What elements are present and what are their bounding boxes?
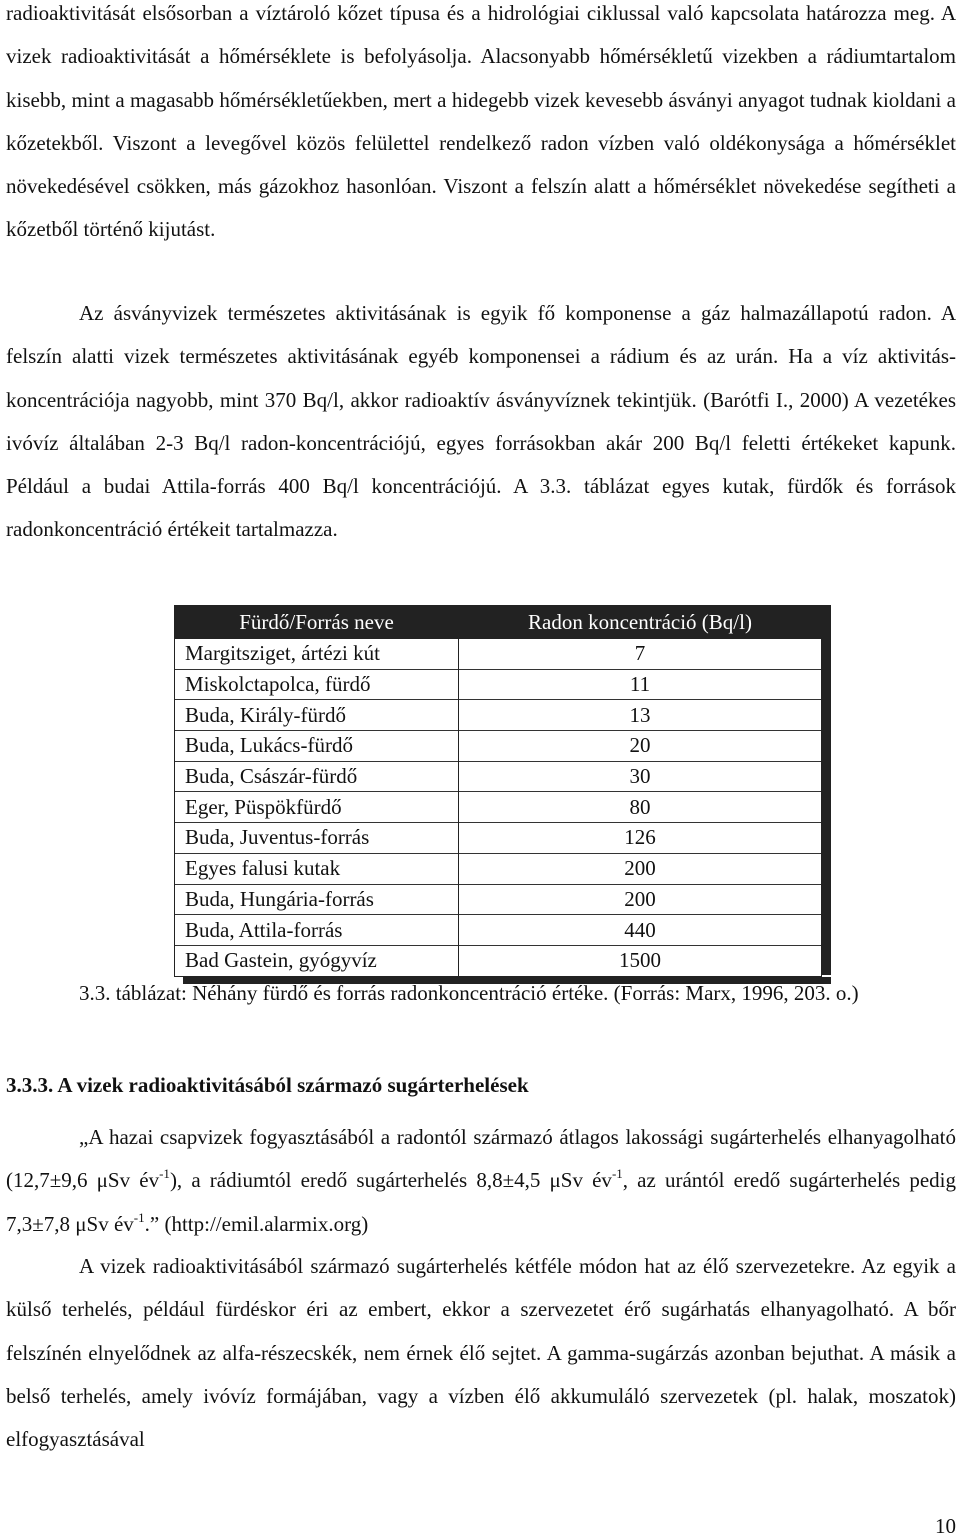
radon-value-cell: 200 <box>459 884 822 915</box>
radon-concentration-table <box>174 605 822 977</box>
table-caption: 3.3. táblázat: Néhány fürdő és forrás radonkoncentráció értéke. (Forrás: Marx, 1996, 203. o.) <box>79 981 859 1005</box>
radon-value-cell: 30 <box>459 761 822 792</box>
source-name-cell: Eger, Püspökfürdő <box>175 792 459 823</box>
source-name-cell: Miskolctapolca, fürdő <box>175 669 459 700</box>
table-row <box>175 639 822 670</box>
radon-value-cell: 126 <box>459 823 822 854</box>
source-name-cell: Buda, Császár-fürdő <box>175 761 459 792</box>
source-name-cell: Egyes falusi kutak <box>175 853 459 884</box>
radon-value-cell: 440 <box>459 915 822 946</box>
paragraph-tapwater-dose-quote <box>6 1116 956 1246</box>
quote-text-part-2: ), a rádiumtól eredő sugárterhelés 8,8±4,5 μSv év <box>169 1168 612 1193</box>
header-source-name: Fürdő/Forrás neve <box>175 606 459 639</box>
page-number: 10 <box>935 1514 956 1538</box>
source-name-cell: Buda, Attila-forrás <box>175 915 459 946</box>
table-row <box>175 792 822 823</box>
source-name-cell: Margitsziget, ártézi kút <box>175 639 459 670</box>
unit-exponent-2: -1 <box>611 1166 623 1182</box>
quote-text-part-1: „A hazai csapvizek fogyasztásából a radontól származó átlagos lakossági sugárterhelés elhanyagolható (12,7±9,6 μSv év <box>6 1125 956 1193</box>
table-row <box>175 915 822 946</box>
table-row <box>175 669 822 700</box>
header-radon-concentration: Radon koncentráció (Bq/l) <box>459 606 822 639</box>
radon-table-container <box>174 605 822 977</box>
table-row <box>175 731 822 762</box>
table-row <box>175 823 822 854</box>
table-row <box>175 700 822 731</box>
paragraph-radioactivity-factors: radioaktivitását elsősorban a víztároló kőzet típusa és a hidrológiai ciklussal való kapcsolata határozza meg. A vizek radioaktivitását a hőmérséklete is befolyásolja. Alacsonyabb hőmérsékletű vizekben a rádiumtartalom kisebb, mint a magasabb hőmérsékletűekben, mert a hidegebb vizek kevesebb ásványi anyagot tudnak kioldani a kőzetekből. Viszont a levegővel közös felülettel rendelkező radon vízben való oldékonysága a hőmérséklet növekedésével csökken, más gázokhoz hasonlóan. Viszont a felszín alatt a hőmérséklet növekedése segítheti a kőzetből történő kijutást. <box>6 1 956 242</box>
source-name-cell: Buda, Király-fürdő <box>175 700 459 731</box>
unit-exponent-3: -1 <box>133 1209 145 1225</box>
source-name-cell: Buda, Juventus-forrás <box>175 823 459 854</box>
unit-exponent-1: -1 <box>159 1166 170 1182</box>
source-name-cell: Bad Gastein, gyógyvíz <box>175 945 459 976</box>
paragraph-dose-pathways: A vizek radioaktivitásából származó sugárterhelés kétféle módon hat az élő szervezetekre. Az egyik a külső terhelés, például fürdéskor éri az embert, ekkor a szervezetet érő sugárhatás elhanyagolható. A bőr felszínén elnyelődnek az alfa-részecskék, nem érnek élő sejtet. A gamma-sugárzás azonban bejuthat. A másik a belső terhelés, amely ivóvíz formájában, vagy a vízben élő akkumuláló szervezetek (pl. halak, moszatok) elfogyasztásával <box>6 1254 956 1452</box>
radon-value-cell: 80 <box>459 792 822 823</box>
table-row <box>175 761 822 792</box>
radon-value-cell: 1500 <box>459 945 822 976</box>
radon-value-cell: 20 <box>459 731 822 762</box>
source-name-cell: Buda, Lukács-fürdő <box>175 731 459 762</box>
quote-text-part-3: , az urántól eredő sugárterhelés pedig 7,3±7,8 μSv év <box>6 1168 956 1236</box>
table-row <box>175 853 822 884</box>
radon-value-cell: 13 <box>459 700 822 731</box>
paragraph-mineral-water-radon: Az ásványvizek természetes aktivitásának is egyik fő komponense a gáz halmazállapotú radon. A felszín alatti vizek természetes aktivitásának egyéb komponensei a rádium és az urán. Ha a víz aktivitás-koncentrációja nagyobb, mint 370 Bq/l, akkor radioaktív ásványvíznek tekintjük. (Barótfi I., 2000) A vezetékes ivóvíz általában 2-3 Bq/l radon-koncentrációjú, egyes forrásokban akár 200 Bq/l feletti értékeket kapunk. Például a budai Attila-forrás 400 Bq/l koncentrációjú. A 3.3. táblázat egyes kutak, fürdők és források radonkoncentráció értékeit tartalmazza. <box>6 301 956 542</box>
section-heading: 3.3.3. A vizek radioaktivitásából származó sugárterhelések <box>6 1073 529 1097</box>
table-header-row <box>175 606 822 639</box>
quote-text-part-4: .” (http://emil.alarmix.org) <box>144 1211 369 1236</box>
table-shadow-right <box>822 605 831 975</box>
table-row <box>175 884 822 915</box>
radon-value-cell: 7 <box>459 639 822 670</box>
radon-value-cell: 11 <box>459 669 822 700</box>
radon-value-cell: 200 <box>459 853 822 884</box>
source-name-cell: Buda, Hungária-forrás <box>175 884 459 915</box>
